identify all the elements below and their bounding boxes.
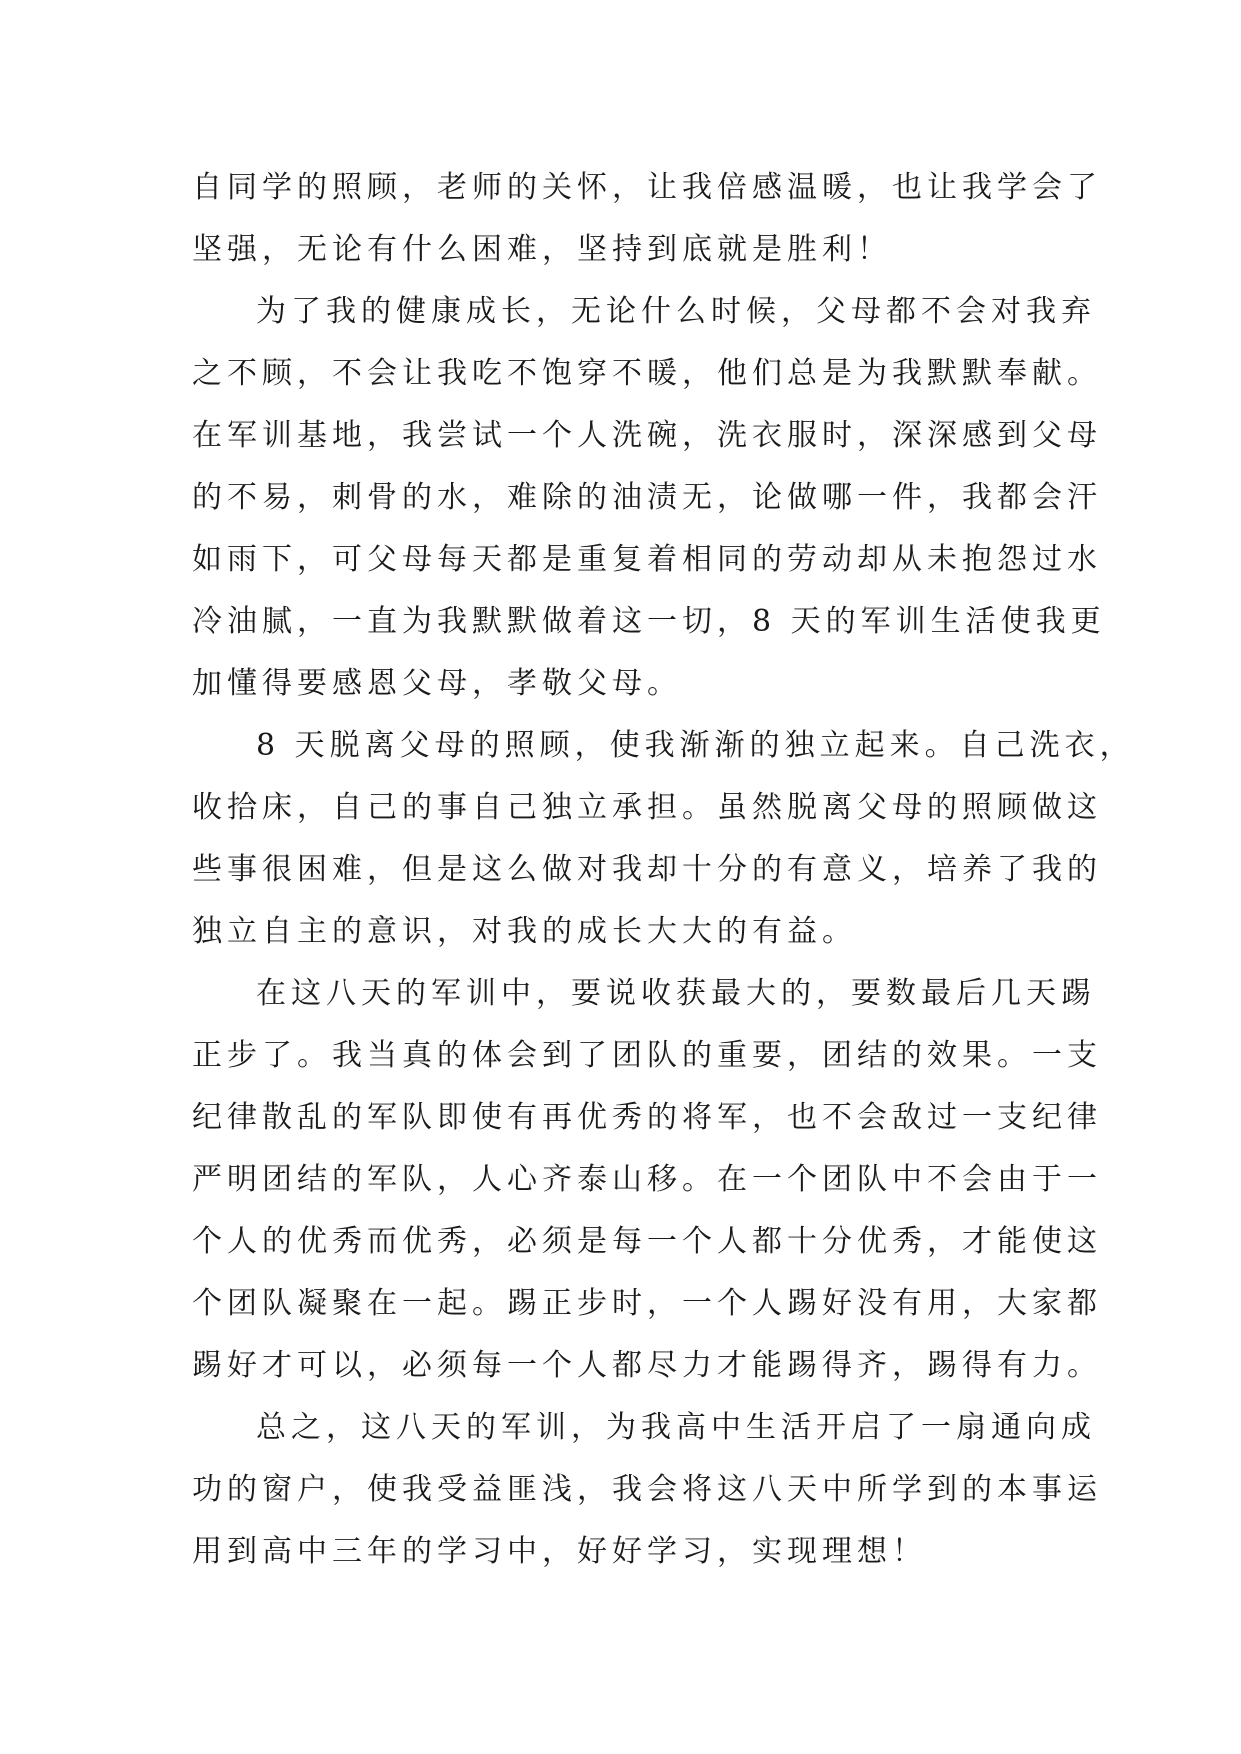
text-line: 严明团结的军队，人心齐泰山移。在一个团队中不会由于一 [192,1162,1102,1197]
text-line: 功的窗户，使我受益匪浅，我会将这八天中所学到的本事运 [192,1472,1102,1507]
text-line: 冷油腻，一直为我默默做着这一切，8 天的军训生活使我更 [192,604,1106,639]
text-line: 加懂得要感恩父母，孝敬父母。 [192,666,682,701]
paragraph-start-line: 总之，这八天的军训，为我高中生活开启了一扇通向成 [256,1410,1096,1445]
text-line: 坚强，无论有什么困难，坚持到底就是胜利！ [192,232,892,267]
text-line: 独立自主的意识，对我的成长大大的有益。 [192,914,857,949]
text-line: 个团队凝聚在一起。踢正步时，一个人踢好没有用，大家都 [192,1286,1102,1321]
text-line: 用到高中三年的学习中，好好学习，实现理想！ [192,1534,927,1569]
text-line: 的不易，刺骨的水，难除的油渍无，论做哪一件，我都会汗 [192,480,1102,515]
text-line: 自同学的照顾，老师的关怀，让我倍感温暖，也让我学会了 [192,170,1102,205]
paragraph-start-line: 8 天脱离父母的照顾，使我渐渐的独立起来。自己洗衣， [256,728,1135,763]
essay-body [192,157,1135,1583]
text-line: 之不顾，不会让我吃不饱穿不暖，他们总是为我默默奉献。 [192,356,1102,391]
paragraph-start-line: 在这八天的军训中，要说收获最大的，要数最后几天踢 [256,976,1096,1011]
paragraph-start-line: 为了我的健康成长，无论什么时候，父母都不会对我弃 [256,294,1096,329]
text-line: 纪律散乱的军队即使有再优秀的将军，也不会敌过一支纪律 [192,1100,1102,1135]
text-line: 个人的优秀而优秀，必须是每一个人都十分优秀，才能使这 [192,1224,1102,1259]
text-line: 正步了。我当真的体会到了团队的重要，团结的效果。一支 [192,1038,1102,1073]
text-line: 些事很困难，但是这么做对我却十分的有意义，培养了我的 [192,852,1102,887]
text-line: 踢好才可以，必须每一个人都尽力才能踢得齐，踢得有力。 [192,1348,1102,1383]
text-line: 收拾床，自己的事自己独立承担。虽然脱离父母的照顾做这 [192,790,1102,825]
text-line: 在军训基地，我尝试一个人洗碗，洗衣服时，深深感到父母 [192,418,1102,453]
text-line: 如雨下，可父母每天都是重复着相同的劳动却从未抱怨过水 [192,542,1102,577]
